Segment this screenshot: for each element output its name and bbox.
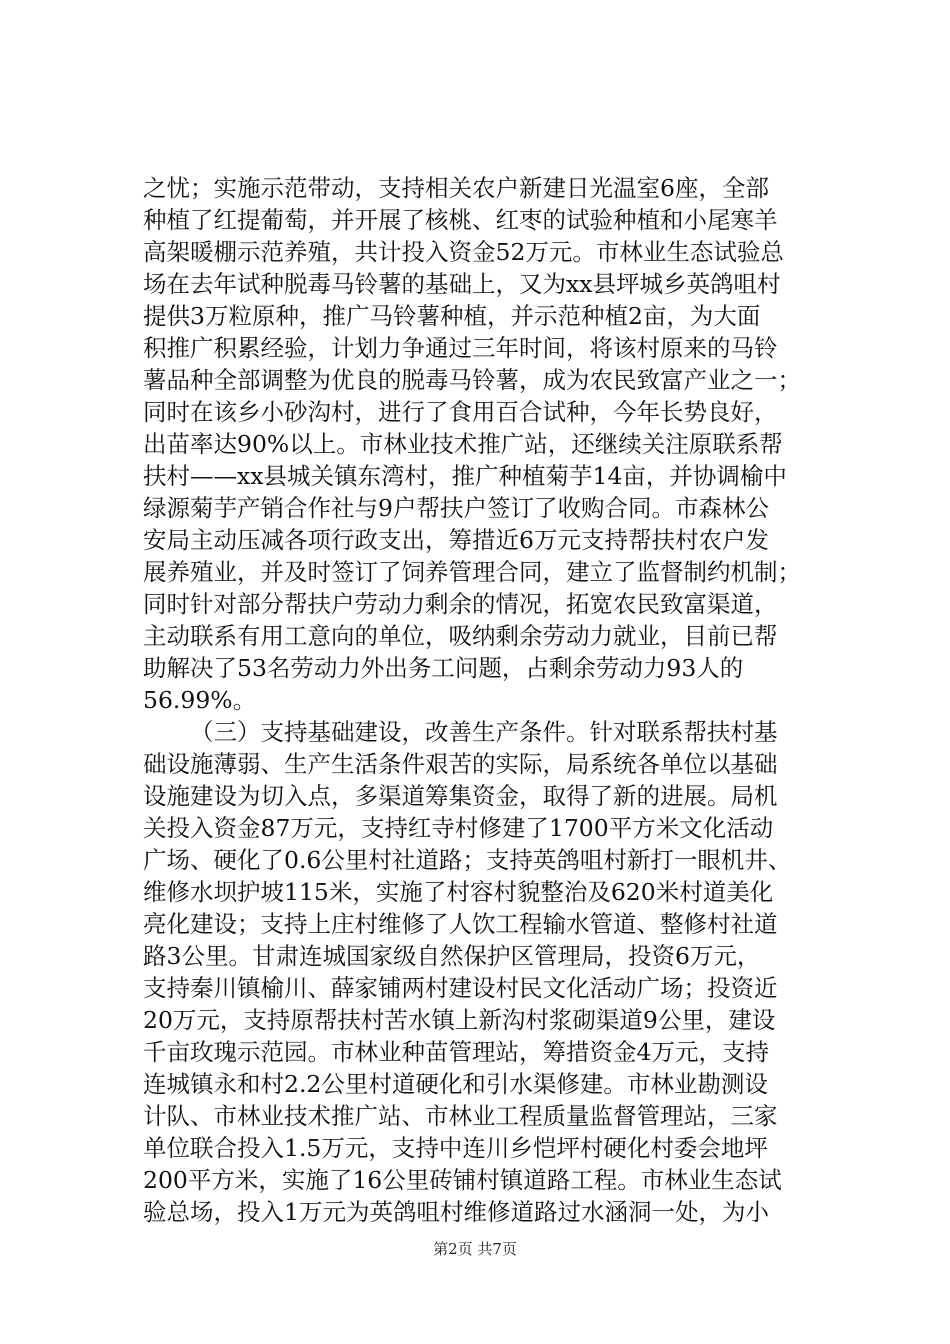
text-line: 提供3万粒原种，推广马铃薯种植，并示范种植2亩，为大面 bbox=[143, 302, 761, 330]
text-line: 安局主动压减各项行政支出，筹措近6万元支持帮扶村农户发 bbox=[143, 526, 769, 554]
text-line: 维修水坝护坡115米，实施了村容村貌整治及620米村道美化 bbox=[143, 878, 774, 906]
text-line: 薯品种全部调整为优良的脱毒马铃薯，成为农民致富产业之一； bbox=[143, 366, 801, 394]
text-line: 础设施薄弱、生产生活条件艰苦的实际，局系统各单位以基础 bbox=[143, 750, 778, 778]
text-line: 单位联合投入1.5万元，支持中连川乡恺坪村硬化村委会地坪 bbox=[143, 1134, 768, 1162]
text-line: 高架暖棚示范养殖，共计投入资金52万元。市林业生态试验总 bbox=[143, 238, 784, 266]
page-number-footer: 第2页 共7页 bbox=[433, 1240, 517, 1258]
text-line: 56.99%。 bbox=[143, 686, 257, 714]
text-line: 同时针对部分帮扶户劳动力剩余的情况，拓宽农民致富渠道， bbox=[143, 590, 778, 618]
text-line: 计队、市林业技术推广站、市林业工程质量监督管理站，三家 bbox=[143, 1102, 778, 1130]
text-line: 展养殖业，并及时签订了饲养管理合同，建立了监督制约机制； bbox=[143, 558, 801, 586]
text-line: 200平方米，实施了16公里砖铺村镇道路工程。市林业生态试 bbox=[143, 1166, 782, 1194]
text-line: 关投入资金87万元，支持红寺村修建了1700平方米文化活动 bbox=[143, 814, 774, 842]
body-text bbox=[143, 172, 823, 1228]
text-line: 亮化建设；支持上庄村维修了人饮工程输水管道、整修村社道 bbox=[143, 910, 778, 938]
text-line: 之忧；实施示范带动，支持相关农户新建日光温室6座，全部 bbox=[143, 174, 769, 202]
text-line: 助解决了53名劳动力外出务工问题，占剩余劳动力93人的 bbox=[143, 654, 744, 682]
text-line: 主动联系有用工意向的单位，吸纳剩余劳动力就业，目前已帮 bbox=[143, 622, 778, 650]
text-line: 连城镇永和村2.2公里村道硬化和引水渠修建。市林业勘测设 bbox=[143, 1070, 768, 1098]
text-line: 种植了红提葡萄，并开展了核桃、红枣的试验种植和小尾寒羊 bbox=[143, 206, 778, 234]
text-line: 验总场，投入1万元为英鸽咀村维修道路过水涵洞一处，为小 bbox=[143, 1198, 769, 1226]
text-line: 支持秦川镇榆川、薛家铺两村建设村民文化活动广场；投资近 bbox=[143, 974, 778, 1002]
text-line: 出苗率达90%以上。市林业技术推广站，还继续关注原联系帮 bbox=[143, 430, 783, 458]
text-line: 同时在该乡小砂沟村，进行了食用百合试种，今年长势良好， bbox=[143, 398, 778, 426]
text-line: 路3公里。甘肃连城国家级自然保护区管理局，投资6万元， bbox=[143, 942, 761, 970]
text-line: 积推广积累经验，计划力争通过三年时间，将该村原来的马铃 bbox=[143, 334, 778, 362]
text-line: 绿源菊芋产销合作社与9户帮扶户签订了收购合同。市森林公 bbox=[143, 494, 769, 522]
text-line: 扶村——xx县城关镇东湾村，推广种植菊芋14亩，并协调榆中 bbox=[143, 462, 787, 490]
section-heading-line: （三）支持基础建设，改善生产条件。针对联系帮扶村基 bbox=[190, 718, 778, 746]
text-line: 场在去年试种脱毒马铃薯的基础上，又为xx县坪城乡英鸽咀村 bbox=[143, 270, 781, 298]
text-line: 广场、硬化了0.6公里村社道路；支持英鸽咀村新打一眼机井、 bbox=[143, 846, 792, 874]
text-line: 20万元，支持原帮扶村苦水镇上新沟村浆砌渠道9公里，建设 bbox=[143, 1006, 776, 1034]
text-line: 设施建设为切入点，多渠道筹集资金，取得了新的进展。局机 bbox=[143, 782, 778, 810]
text-line: 千亩玫瑰示范园。市林业种苗管理站，筹措资金4万元，支持 bbox=[143, 1038, 769, 1066]
